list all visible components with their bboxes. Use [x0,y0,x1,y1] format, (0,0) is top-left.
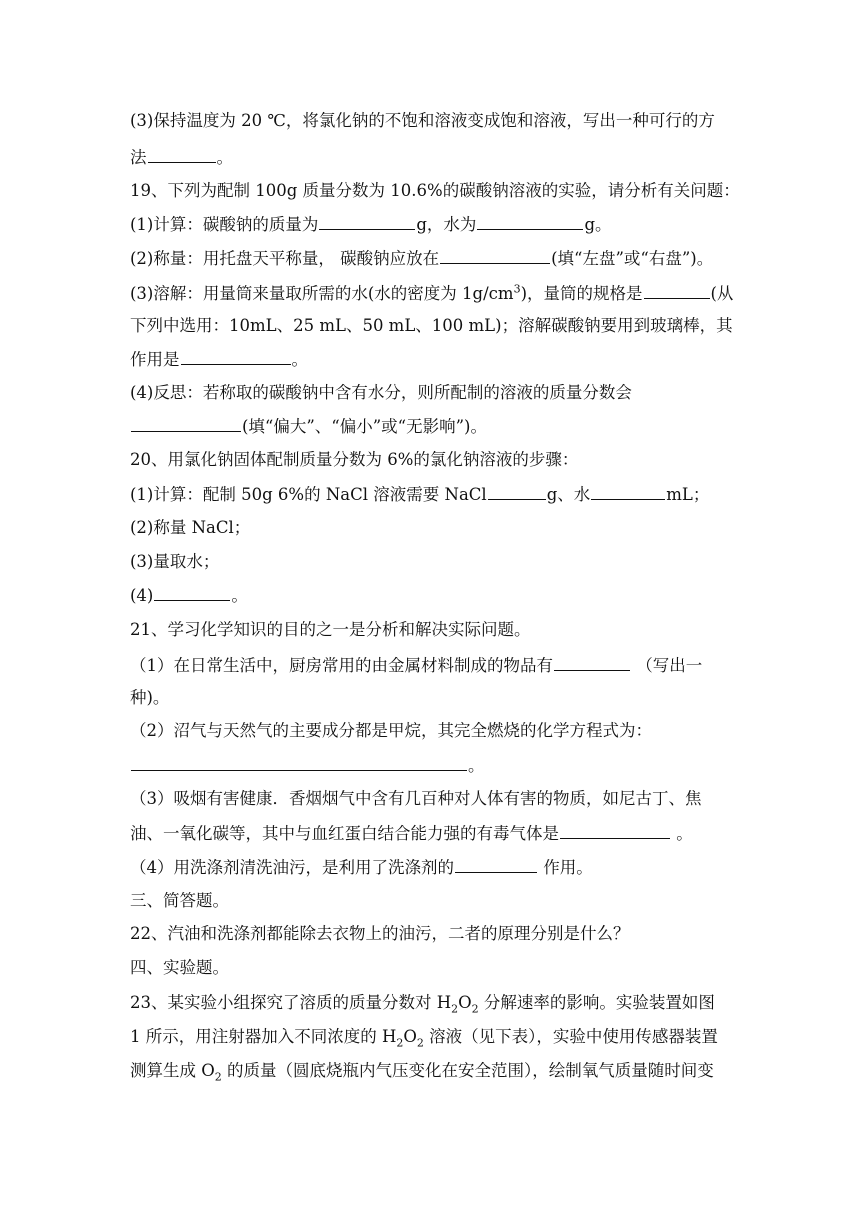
q23-line3: 测算生成 $O_2$ 的质量（圆底烧瓶内气压变化在安全范围），绘制氧气质量随时间变 [130,1061,714,1084]
q19-part2: (2)称量：用托盘天平称量， 碳酸钠应放在 (填“左盘”或“右盘”)。 [130,249,714,268]
answer-blank[interactable] [319,213,415,230]
q21-part3-line1: （3）吸烟有害健康．香烟烟气中含有几百种对人体有害的物质，如尼古丁、焦 [130,789,702,808]
q21-part2-line1: （2）沼气与天然气的主要成分都是甲烷，其完全燃烧的化学方程式为： [130,721,652,740]
q21-part1-line1: （1）在日常生活中，厨房常用的由金属材料制成的物品有 （写出一 [130,656,703,675]
q20-part3: (3)量取水； [130,552,220,571]
section-heading-short-answer: 三、简答题。 [130,891,229,910]
q19-part1: (1)计算：碳酸钠的质量为 g，水为 g。 [130,215,612,234]
q18-part3-line2: 法 。 [130,148,233,167]
answer-blank[interactable] [148,146,216,163]
answer-blank[interactable] [644,282,710,299]
answer-blank[interactable] [131,754,467,771]
answer-blank[interactable] [591,483,665,500]
answer-blank[interactable] [154,584,230,601]
q20-part2: (2)称量 NaCl； [130,518,251,537]
q20-stem: 20、用氯化钠固体配制质量分数为 6%的氯化钠溶液的步骤： [130,450,579,469]
answer-blank[interactable] [554,654,630,671]
q22-stem: 22、汽油和洗涤剂都能除去衣物上的油污，二者的原理分别是什么？ [130,924,630,943]
q23-line2: 1 所示，用注射器加入不同浓度的 $H_2O_2$ 溶液（见下表），实验中使用传感器装置 [130,1027,718,1050]
answer-blank[interactable] [477,213,583,230]
answer-blank[interactable] [488,483,546,500]
q20-part1: (1)计算：配制 50g 6%的 NaCl 溶液需要 NaCl g、水 mL； [130,485,710,504]
q21-stem: 21、学习化学知识的目的之一是分析和解决实际问题。 [130,620,531,639]
q23-line1: 23、某实验小组探究了溶质的质量分数对 $H_2O_2$ 分解速率的影响。实验装置如图 [130,993,715,1016]
q21-part4: （4）用洗涤剂清洗油污，是利用了洗涤剂的 作用。 [130,858,593,877]
answer-blank[interactable] [560,822,670,839]
answer-blank[interactable] [181,348,291,365]
q18-part3-line1: (3)保持温度为 20 ℃，将氯化钠的不饱和溶液变成饱和溶液，写出一种可行的方 [130,111,715,130]
answer-blank[interactable] [455,856,537,873]
q19-part4-line1: (4)反思：若称取的碳酸钠中含有水分，则所配制的溶液的质量分数会 [130,383,632,402]
q21-part2-line2: 。 [130,754,740,777]
q21-part1-line2: 种)。 [130,688,170,707]
answer-blank[interactable] [440,247,550,264]
q19-part3-line2: 下列中选用：10mL、25 mL、50 mL、100 mL)；溶解碳酸钠要用到玻璃棒，其 [130,316,733,335]
q19-stem: 19、下列为配制 100g 质量分数为 10.6%的碳酸钠溶液的实验，请分析有关问题： [130,181,740,200]
q19-part4-line2: (填“偏大”、“偏小”或“无影响”)。 [130,415,740,438]
answer-blank[interactable] [131,415,241,432]
section-heading-experiment: 四、实验题。 [130,958,229,977]
q20-part4: (4) 。 [130,586,248,605]
q19-part3-line3: 作用是 。 [130,350,308,369]
q19-part3-line1: (3)溶解：用量筒来量取所需的水(水的密度为 $1g/cm^3$)，量筒的规格是 (从 [130,282,734,303]
q21-part3-line2: 油、一氧化碳等，其中与血红蛋白结合能力强的有毒气体是 。 [130,824,693,843]
